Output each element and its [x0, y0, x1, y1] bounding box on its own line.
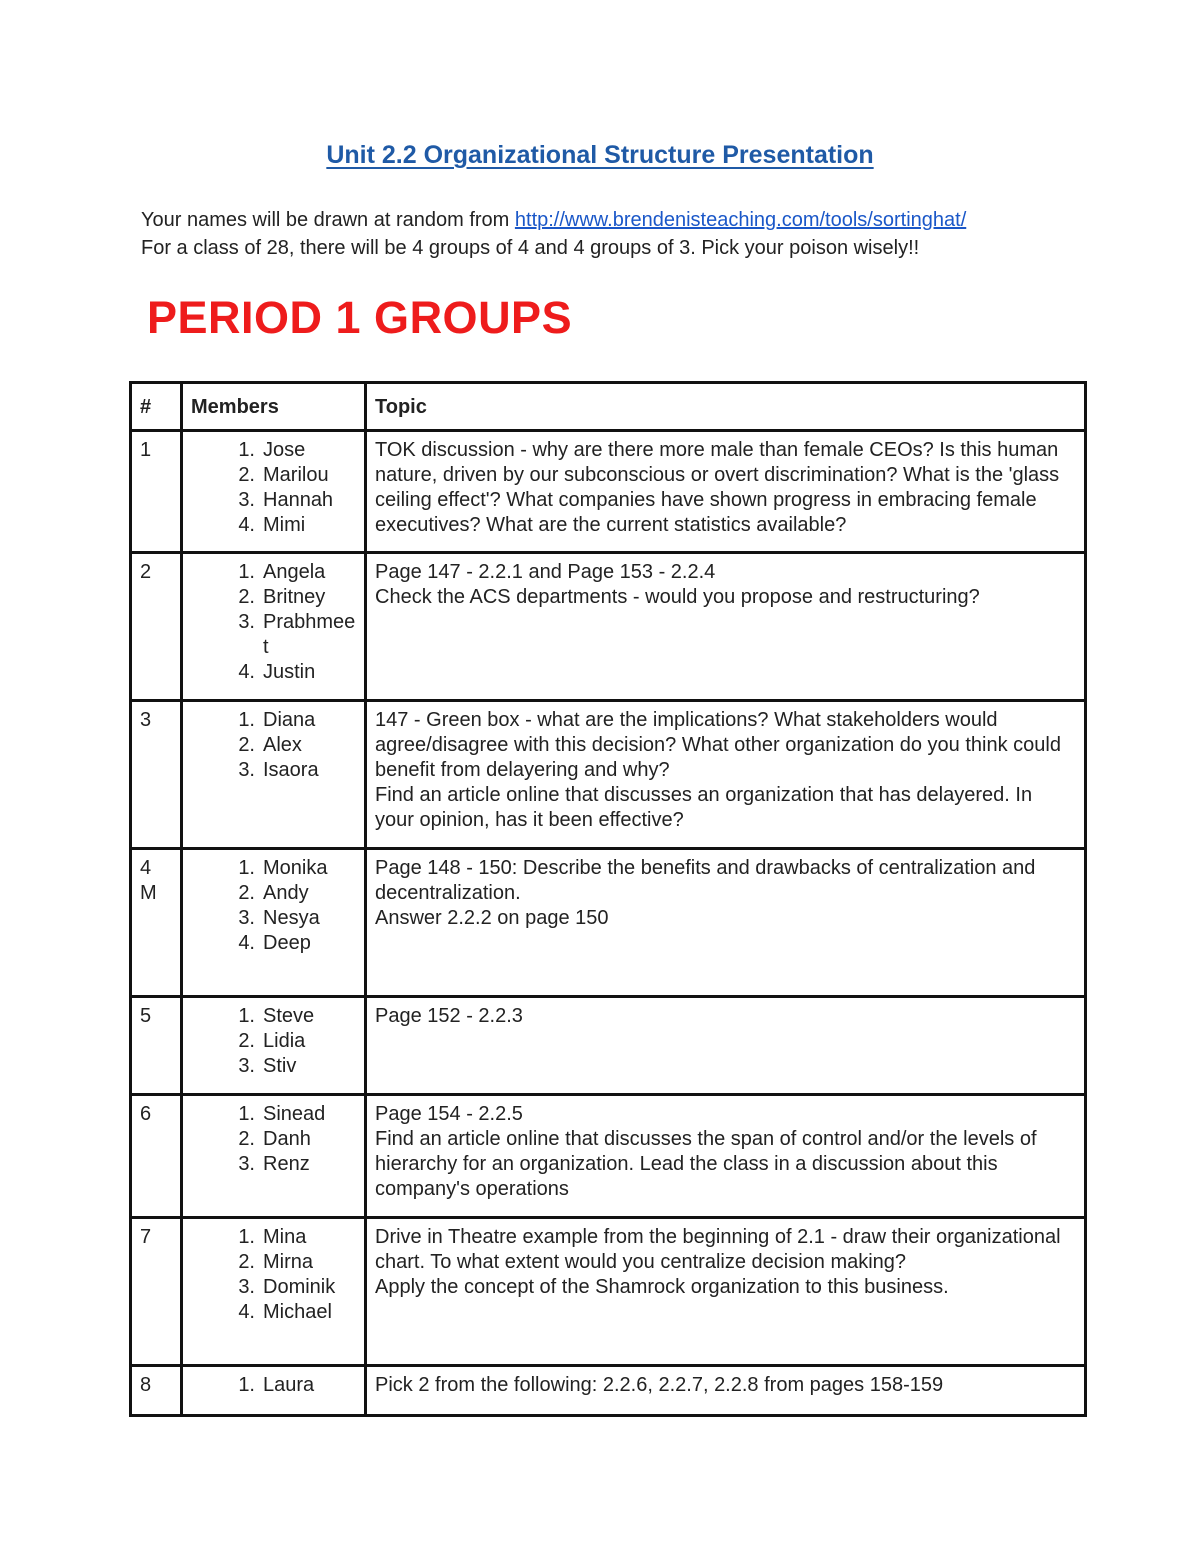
member-name: Hannah	[263, 489, 334, 511]
document-title: Unit 2.2 Organizational Structure Presentation	[326, 141, 874, 169]
list-item	[191, 488, 356, 513]
topic-text: Page 154 - 2.2.5	[375, 1103, 523, 1125]
member-name: Justin	[263, 661, 316, 683]
member-name: Dominik	[263, 1276, 336, 1298]
group-number-cell	[131, 1366, 182, 1416]
groups-table-body	[131, 431, 1086, 1416]
member-index: 1.	[238, 439, 255, 461]
group-number: 6	[140, 1103, 152, 1125]
topic-cell	[366, 431, 1086, 553]
members-list	[191, 1102, 356, 1177]
member-name: Britney	[263, 586, 326, 608]
member-index: 4.	[238, 514, 255, 536]
list-item	[191, 660, 356, 685]
list-item	[191, 758, 356, 783]
list-item	[191, 1004, 356, 1029]
topic-text: Check the ACS departments - would you propose and restructuring?	[375, 586, 980, 608]
list-item	[191, 733, 356, 758]
period-heading: PERIOD 1 GROUPS	[147, 292, 573, 343]
members-list	[191, 708, 356, 783]
member-index: 2.	[238, 882, 255, 904]
group-number-cell	[131, 849, 182, 997]
group-number: 7	[140, 1226, 152, 1248]
member-index: 2.	[238, 464, 255, 486]
list-item	[191, 1029, 356, 1054]
member-name: Diana	[263, 709, 316, 731]
group-number-cell	[131, 1218, 182, 1366]
member-index: 4.	[238, 661, 255, 683]
member-index: 4.	[238, 1301, 255, 1323]
topic-text: Page 148 - 150: Describe the benefits and drawbacks of centralization and decentralization.	[375, 857, 1036, 904]
list-item	[191, 1225, 356, 1250]
topic-cell	[366, 553, 1086, 701]
header-members: Members	[182, 383, 366, 431]
topic-text: Apply the concept of the Shamrock organization to this business.	[375, 1276, 949, 1298]
group-number-cell	[131, 997, 182, 1095]
topic-cell	[366, 849, 1086, 997]
members-list	[191, 1373, 356, 1398]
header-number: #	[131, 383, 182, 431]
group-number-cell	[131, 553, 182, 701]
member-name: Lidia	[263, 1030, 306, 1052]
member-index: 3.	[238, 1276, 255, 1298]
member-index: 1.	[238, 857, 255, 879]
intro-line-1	[141, 206, 966, 234]
member-index: 3.	[238, 759, 255, 781]
member-index: 3.	[238, 1055, 255, 1077]
list-item	[191, 1152, 356, 1177]
list-item	[191, 610, 356, 660]
member-name: Mimi	[263, 514, 306, 536]
topic-cell	[366, 1366, 1086, 1416]
member-index: 1.	[238, 1005, 255, 1027]
group-number: 5	[140, 1005, 152, 1027]
topic-text: Page 147 - 2.2.1 and Page 153 - 2.2.4	[375, 561, 716, 583]
member-name: Laura	[263, 1374, 315, 1396]
member-name: Mina	[263, 1226, 307, 1248]
group-number: 1	[140, 439, 152, 461]
members-list	[191, 1225, 356, 1325]
member-name: Isaora	[263, 759, 319, 781]
table-row	[131, 431, 1086, 553]
group-number: 4 M	[140, 857, 157, 904]
member-name: Steve	[263, 1005, 315, 1027]
member-name: Jose	[263, 439, 306, 461]
member-name: Deep	[263, 932, 311, 954]
topic-cell	[366, 1218, 1086, 1366]
members-list	[191, 856, 356, 956]
table-row	[131, 1095, 1086, 1218]
topic-text: Drive in Theatre example from the beginning of 2.1 - draw their organizational chart. To what extent would you centralize decision making?	[375, 1226, 1061, 1273]
list-item	[191, 931, 356, 956]
member-name: Alex	[263, 734, 302, 756]
members-list	[191, 1004, 356, 1079]
member-index: 1.	[238, 1226, 255, 1248]
list-item	[191, 1300, 356, 1325]
member-name: Mirna	[263, 1251, 314, 1273]
intro-prefix: Your names will be drawn at random from	[141, 209, 515, 231]
group-number-cell	[131, 701, 182, 849]
table-header-row	[131, 383, 1086, 431]
topic-text: Page 152 - 2.2.3	[375, 1005, 523, 1027]
members-list	[191, 438, 356, 538]
list-item	[191, 881, 356, 906]
member-index: 4.	[238, 932, 255, 954]
members-cell	[182, 431, 366, 553]
topic-text: TOK discussion - why are there more male than female CEOs? Is this human nature, driven by our subconscious or overt discrimination? What is the 'glass ceiling effect'? What companies have shown progress in embracing female executives? What are the current statistics available?	[375, 439, 1060, 536]
topic-cell	[366, 997, 1086, 1095]
member-index: 3.	[238, 1153, 255, 1175]
member-name: Nesya	[263, 907, 320, 929]
list-item	[191, 1127, 356, 1152]
intro-text	[141, 206, 966, 262]
members-cell	[182, 553, 366, 701]
member-index: 2.	[238, 1251, 255, 1273]
member-index: 2.	[238, 1030, 255, 1052]
members-cell	[182, 1095, 366, 1218]
member-index: 1.	[238, 709, 255, 731]
member-index: 2.	[238, 1128, 255, 1150]
table-row	[131, 553, 1086, 701]
member-index: 1.	[238, 561, 255, 583]
members-cell	[182, 1218, 366, 1366]
member-name: Renz	[263, 1153, 310, 1175]
topic-cell	[366, 1095, 1086, 1218]
member-index: 3.	[238, 611, 255, 633]
intro-line-2: For a class of 28, there will be 4 groups of 4 and 4 groups of 3. Pick your poison wisely!!	[141, 237, 920, 259]
list-item	[191, 1102, 356, 1127]
list-item	[191, 463, 356, 488]
table-row	[131, 997, 1086, 1095]
member-index: 2.	[238, 734, 255, 756]
group-number-cell	[131, 431, 182, 553]
list-item	[191, 1373, 356, 1398]
topic-text: Find an article online that discusses an organization that has delayered. In your opinion, has it been effective?	[375, 784, 1033, 831]
topic-text: 147 - Green box - what are the implications? What stakeholders would agree/disagree with this decision? What other organization do you think could benefit from delayering and why?	[375, 709, 1061, 781]
topic-text: Answer 2.2.2 on page 150	[375, 907, 609, 929]
topic-text: Pick 2 from the following: 2.2.6, 2.2.7, 2.2.8 from pages 158-159	[375, 1374, 944, 1396]
members-cell	[182, 849, 366, 997]
member-name: Prabhmeet	[263, 611, 356, 658]
member-name: Sinead	[263, 1103, 326, 1125]
topic-text: Find an article online that discusses the span of control and/or the levels of hierarchy for an organization. Lead the class in a discussion about this company's operations	[375, 1128, 1037, 1200]
list-item	[191, 513, 356, 538]
list-item	[191, 560, 356, 585]
groups-table	[129, 381, 1087, 1417]
member-name: Michael	[263, 1301, 332, 1323]
sorting-hat-link[interactable]: http://www.brendenisteaching.com/tools/sortinghat/	[514, 209, 967, 231]
list-item	[191, 438, 356, 463]
list-item	[191, 1054, 356, 1079]
member-index: 3.	[238, 489, 255, 511]
member-name: Andy	[263, 882, 309, 904]
table-row	[131, 1218, 1086, 1366]
topic-cell	[366, 701, 1086, 849]
member-name: Danh	[263, 1128, 311, 1150]
member-index: 1.	[238, 1103, 255, 1125]
group-number: 8	[140, 1374, 152, 1396]
header-topic: Topic	[366, 383, 1086, 431]
group-number-cell	[131, 1095, 182, 1218]
list-item	[191, 856, 356, 881]
members-cell	[182, 997, 366, 1095]
member-index: 1.	[238, 1374, 255, 1396]
list-item	[191, 1275, 356, 1300]
table-row	[131, 849, 1086, 997]
group-number: 3	[140, 709, 152, 731]
member-index: 3.	[238, 907, 255, 929]
members-cell	[182, 701, 366, 849]
table-row	[131, 1366, 1086, 1416]
list-item	[191, 585, 356, 610]
list-item	[191, 708, 356, 733]
members-list	[191, 560, 356, 685]
member-name: Angela	[263, 561, 326, 583]
group-number: 2	[140, 561, 152, 583]
table-row	[131, 701, 1086, 849]
member-name: Marilou	[263, 464, 329, 486]
list-item	[191, 1250, 356, 1275]
member-name: Stiv	[263, 1055, 297, 1077]
member-name: Monika	[263, 857, 328, 879]
list-item	[191, 906, 356, 931]
members-cell	[182, 1366, 366, 1416]
member-index: 2.	[238, 586, 255, 608]
